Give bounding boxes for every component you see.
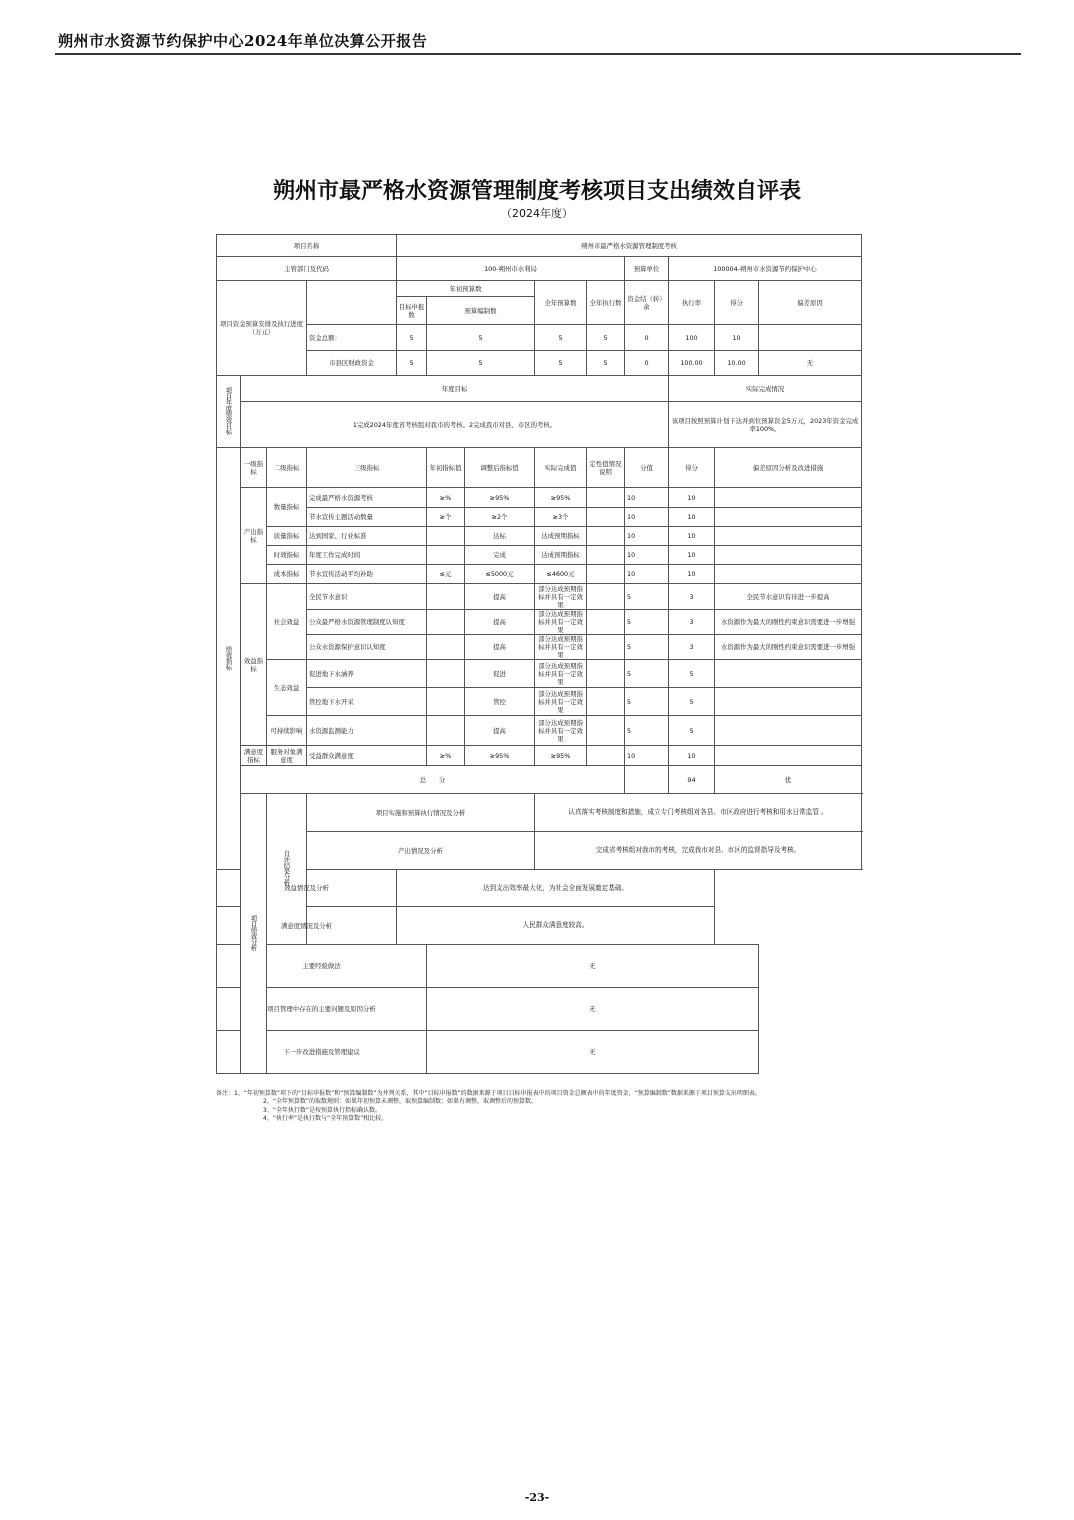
ind-adj: ≥95% xyxy=(465,746,535,766)
sustain-label: 可持续影响 xyxy=(267,716,307,746)
ind-actual: 部分达成预期指标并具有一定效果 xyxy=(535,660,587,688)
ind-reason xyxy=(715,546,862,565)
ind-adj: ≤5000元 xyxy=(465,565,535,584)
goals-section-label-text: 项目年度绩效目标 xyxy=(224,386,233,435)
ind-note xyxy=(587,527,625,546)
ind-score: 3 xyxy=(669,635,715,660)
ind-header-note: 定性值情况说明 xyxy=(587,448,625,488)
ind-reason xyxy=(715,508,862,527)
analysis-label: 产出情况及分析 xyxy=(307,832,535,870)
ind-init: ≥% xyxy=(427,488,465,508)
ind-score: 5 xyxy=(669,716,715,746)
indicator-row xyxy=(217,635,862,660)
ind-note xyxy=(587,508,625,527)
ind-init: ≥% xyxy=(427,746,465,766)
analysis-text: 认真落实考核制度和措施，成立专门考核组对各县、市区政府进行考核和用水日常监管 。 xyxy=(535,794,862,832)
ind-actual: 部分达成预期指标并具有一定效果 xyxy=(535,635,587,660)
ind-reason xyxy=(715,746,862,766)
project-name-label: 项目名称 xyxy=(217,235,397,257)
funds-full-year: 5 xyxy=(535,325,587,351)
ind-adj: 达标 xyxy=(465,527,535,546)
funds-full-year: 5 xyxy=(535,351,587,376)
ind-reason xyxy=(715,488,862,508)
indicator-row xyxy=(217,508,862,527)
funds-section-label: 项目资金预算安排及执行进度（万元） xyxy=(217,281,307,376)
funds-compiled: 5 xyxy=(427,325,535,351)
satisfaction-label: 满意度指标 xyxy=(241,746,267,766)
ind-l3: 受益群众满意度 xyxy=(307,746,427,766)
ind-reason xyxy=(715,565,862,584)
indicator-row xyxy=(217,488,862,508)
ind-actual: ≥3个 xyxy=(535,508,587,527)
funds-header-full-year: 全年预算数 xyxy=(535,281,587,325)
ind-score: 3 xyxy=(669,610,715,635)
problems-text: 无 xyxy=(427,988,759,1031)
analysis-text: 人民群众满意度较高。 xyxy=(397,907,715,945)
funds-header-score: 得分 xyxy=(715,281,759,325)
ind-weight: 10 xyxy=(625,488,669,508)
next-steps-text: 无 xyxy=(427,1031,759,1074)
ind-header-l1: 一级指标 xyxy=(241,448,267,488)
ind-reason xyxy=(715,688,862,716)
goals-header-annual: 年度目标 xyxy=(241,376,669,402)
header-rule xyxy=(55,53,1021,55)
analysis-label: 满意度情况及分析 xyxy=(217,907,397,945)
ind-note xyxy=(587,688,625,716)
funds-score: 10.00 xyxy=(715,351,759,376)
ind-score: 5 xyxy=(669,660,715,688)
indicator-row xyxy=(217,716,862,746)
indicator-row xyxy=(217,610,862,635)
indicator-row xyxy=(217,527,862,546)
ind-l3: 节水宣传活动平均补助 xyxy=(307,565,427,584)
funds-reason: 无 xyxy=(759,351,862,376)
ind-init xyxy=(427,660,465,688)
funds-row-label: 资金总额： xyxy=(307,325,397,351)
ind-adj: ≥95% xyxy=(465,488,535,508)
social-benefit-label: 社会效益 xyxy=(267,584,307,660)
ind-l3: 水资源监测能力 xyxy=(307,716,427,746)
ind-score: 10 xyxy=(669,546,715,565)
ind-note xyxy=(587,746,625,766)
ind-note xyxy=(587,488,625,508)
ind-note xyxy=(587,584,625,610)
ind-weight: 5 xyxy=(625,660,669,688)
analysis-text: 完成省考核组对我市的考核，完成我市对县、市区的监督指导及考核。 xyxy=(535,832,862,870)
funds-balance: 0 xyxy=(625,351,669,376)
funds-header-balance: 资金结（转）余 xyxy=(625,281,669,325)
indicators-section-label xyxy=(217,448,241,870)
ind-l3: 管控地下水开采 xyxy=(307,688,427,716)
dept-value: 100-朔州市水利局 xyxy=(397,257,625,281)
total-score: 94 xyxy=(669,766,715,794)
ind-adj: ≥2个 xyxy=(465,508,535,527)
experience-label: 主要经验做法 xyxy=(217,945,427,988)
ind-l2: 时效指标 xyxy=(267,546,307,565)
ind-header-adj: 调整后指标值 xyxy=(465,448,535,488)
analysis-section-label-text: 项目绩效分析 xyxy=(249,914,258,951)
ind-actual: 达成预期指标 xyxy=(535,527,587,546)
funds-header-rate: 执行率 xyxy=(669,281,715,325)
funds-header-year-budget: 年初预算数 xyxy=(397,281,535,297)
indicator-row xyxy=(217,688,862,716)
goals-header-actual: 实际完成情况 xyxy=(669,376,862,402)
funds-header-reason: 偏差原因 xyxy=(759,281,862,325)
ind-reason: 全民节水意识有待进一步提高 xyxy=(715,584,862,610)
ind-score: 10 xyxy=(669,508,715,527)
ind-note xyxy=(587,716,625,746)
ind-adj: 提高 xyxy=(465,584,535,610)
ind-actual: ≥95% xyxy=(535,746,587,766)
ind-l3: 节水宣传主题活动数量 xyxy=(307,508,427,527)
ind-adj: 提高 xyxy=(465,716,535,746)
ind-actual: 部分达成预期指标并具有一定效果 xyxy=(535,610,587,635)
funds-target: 5 xyxy=(397,325,427,351)
goals-annual: 1完成2024年度省考核组对我市的考核。2完成我市对县、市区的考核。 xyxy=(241,402,669,448)
ind-weight: 10 xyxy=(625,746,669,766)
funds-header-target: 目标申报数 xyxy=(397,297,427,325)
grade: 优 xyxy=(715,766,862,794)
ind-adj: 促进 xyxy=(465,660,535,688)
funds-rate: 100.00 xyxy=(669,351,715,376)
report-header: 朔州市水资源节约保护中心2024年单位决算公开报告 xyxy=(58,32,428,50)
experience-text: 无 xyxy=(427,945,759,988)
ind-score: 10 xyxy=(669,565,715,584)
ind-l2: 质量指标 xyxy=(267,527,307,546)
total-weight xyxy=(625,766,669,794)
funds-corner-cell xyxy=(307,281,397,325)
funds-balance: 0 xyxy=(625,325,669,351)
ind-weight: 10 xyxy=(625,565,669,584)
ind-weight: 5 xyxy=(625,635,669,660)
funds-target: 5 xyxy=(397,351,427,376)
ind-actual: 部分达成预期指标并具有一定效果 xyxy=(535,716,587,746)
ind-l2: 成本指标 xyxy=(267,565,307,584)
ind-weight: 10 xyxy=(625,527,669,546)
ind-adj: 完成 xyxy=(465,546,535,565)
ind-note xyxy=(587,546,625,565)
ind-header-reason: 偏差原因分析及改进措施 xyxy=(715,448,862,488)
ind-init xyxy=(427,527,465,546)
page-subtitle-year: （2024年度） xyxy=(501,207,573,220)
ind-init: ≤元 xyxy=(427,565,465,584)
funds-header-compiled: 预算编制数 xyxy=(427,297,535,325)
ind-l3: 促进地下水涵养 xyxy=(307,660,427,688)
funds-header-executed: 全年执行数 xyxy=(587,281,625,325)
ind-weight: 5 xyxy=(625,688,669,716)
ind-actual: ≤4600元 xyxy=(535,565,587,584)
footnotes xyxy=(216,1090,861,1124)
unit-value: 100004-朔州市水资源节约保护中心 xyxy=(669,257,862,281)
ind-reason: 水资源作为最大的刚性约束意识需要进一步增强 xyxy=(715,635,862,660)
eco-benefit-label: 生态效益 xyxy=(267,660,307,716)
ind-l3: 达到国家、行业标准 xyxy=(307,527,427,546)
footnote: 4、“执行率”是执行数与“全年预算数”相比较。 xyxy=(263,1115,388,1123)
ind-header-l3: 三级指标 xyxy=(307,448,427,488)
output-label: 产出指标 xyxy=(241,488,267,584)
ind-init xyxy=(427,546,465,565)
indicator-row xyxy=(217,746,862,766)
funds-executed: 5 xyxy=(587,325,625,351)
goals-actual: 该项目按照预算计划下达并到位预算资金5万元，2023年资金完成率100%。 xyxy=(669,402,862,448)
funds-row-label: 市县区财政资金 xyxy=(307,351,397,376)
ind-actual: 达成预期指标 xyxy=(535,546,587,565)
funds-reason xyxy=(759,325,862,351)
ind-l2: 服务对象满意度 xyxy=(267,746,307,766)
funds-row xyxy=(217,325,862,351)
footnote: 2、“全年预算数”的取数规则：如果年初预算未调整，取预算编制数；如果有调整，取调整后的预算数。 xyxy=(263,1098,538,1106)
ind-adj: 提高 xyxy=(465,635,535,660)
footnote: 3、“全年执行数”是按预算执行指标确认数。 xyxy=(263,1106,382,1114)
ind-reason xyxy=(715,716,862,746)
ind-header-actual: 实际完成值 xyxy=(535,448,587,488)
ind-note xyxy=(587,610,625,635)
ind-l2: 数量指标 xyxy=(267,488,307,527)
ind-actual: ≥95% xyxy=(535,488,587,508)
indicator-row xyxy=(217,660,862,688)
benefit-label: 效益指标 xyxy=(241,584,267,746)
ind-init xyxy=(427,584,465,610)
project-name-value: 朔州市最严格水资源管理制度考核 xyxy=(397,235,862,257)
self-eval-label-text: 自评结果分析 xyxy=(282,850,291,886)
ind-actual: 部分达成预期指标并具有一定效果 xyxy=(535,688,587,716)
page-number: -23- xyxy=(524,1491,550,1504)
ind-weight: 10 xyxy=(625,546,669,565)
analysis-text: 达到支出效率最大化，为社会全面发展奠定基础。 xyxy=(397,870,715,907)
ind-actual: 部分达成预期指标并具有一定效果 xyxy=(535,584,587,610)
ind-score: 10 xyxy=(669,746,715,766)
ind-header-init: 年初指标值 xyxy=(427,448,465,488)
ind-note xyxy=(587,635,625,660)
ind-l3: 年度工作完成时间 xyxy=(307,546,427,565)
ind-score: 10 xyxy=(669,527,715,546)
indicator-row xyxy=(217,546,862,565)
ind-l3: 全民节水意识 xyxy=(307,584,427,610)
ind-score: 5 xyxy=(669,688,715,716)
ind-l3: 公众最严格水资源管理制度认知度 xyxy=(307,610,427,635)
ind-init xyxy=(427,688,465,716)
ind-l3: 完成最严格水资源考核 xyxy=(307,488,427,508)
indicator-row xyxy=(217,565,862,584)
ind-header-weight: 分值 xyxy=(625,448,669,488)
ind-init xyxy=(427,716,465,746)
ind-init xyxy=(427,635,465,660)
total-label: 总 分 xyxy=(241,766,625,794)
performance-table xyxy=(216,234,862,1074)
ind-score: 10 xyxy=(669,488,715,508)
unit-label: 预算单位 xyxy=(625,257,669,281)
dept-label: 主管部门及代码 xyxy=(217,257,397,281)
ind-header-score: 得分 xyxy=(669,448,715,488)
ind-reason xyxy=(715,527,862,546)
ind-weight: 5 xyxy=(625,610,669,635)
problems-label: 项目管理中存在的主要问题及原因分析 xyxy=(217,988,427,1031)
ind-init: ≥个 xyxy=(427,508,465,527)
page-title: 朔州市最严格水资源管理制度考核项目支出绩效自评表 xyxy=(272,178,801,204)
funds-rate: 100 xyxy=(669,325,715,351)
ind-weight: 10 xyxy=(625,508,669,527)
ind-init xyxy=(427,610,465,635)
ind-note xyxy=(587,565,625,584)
goals-section-label xyxy=(217,376,241,448)
analysis-label: 项目实施和预算执行情况及分析 xyxy=(307,794,535,832)
ind-weight: 5 xyxy=(625,716,669,746)
indicators-section-label-text: 绩效指标 xyxy=(224,645,233,670)
footnote: 备注：1、“年初预算数”项下的“目标申报数”和“预算编制数”为并列关系，其中“目标申报数”的数据来源于项目目标申报表中的项目资金总额表中的年度资金，“预算编制数”数据来源于项目预算支出明细表。 xyxy=(216,1090,761,1097)
analysis-label: 效益情况及分析 xyxy=(217,870,397,907)
indicator-row xyxy=(217,584,862,610)
ind-reason: 水资源作为最大的刚性约束意识需要进一步增强 xyxy=(715,610,862,635)
funds-row xyxy=(217,351,862,376)
ind-reason xyxy=(715,660,862,688)
funds-compiled: 5 xyxy=(427,351,535,376)
ind-l3: 公众水资源保护意识认知度 xyxy=(307,635,427,660)
ind-adj: 提高 xyxy=(465,610,535,635)
ind-header-l2: 二级指标 xyxy=(267,448,307,488)
next-steps-label: 下一步改进措施及管理建议 xyxy=(217,1031,427,1074)
ind-adj: 管控 xyxy=(465,688,535,716)
funds-score: 10 xyxy=(715,325,759,351)
ind-note xyxy=(587,660,625,688)
funds-executed: 5 xyxy=(587,351,625,376)
ind-weight: 5 xyxy=(625,584,669,610)
ind-score: 3 xyxy=(669,584,715,610)
